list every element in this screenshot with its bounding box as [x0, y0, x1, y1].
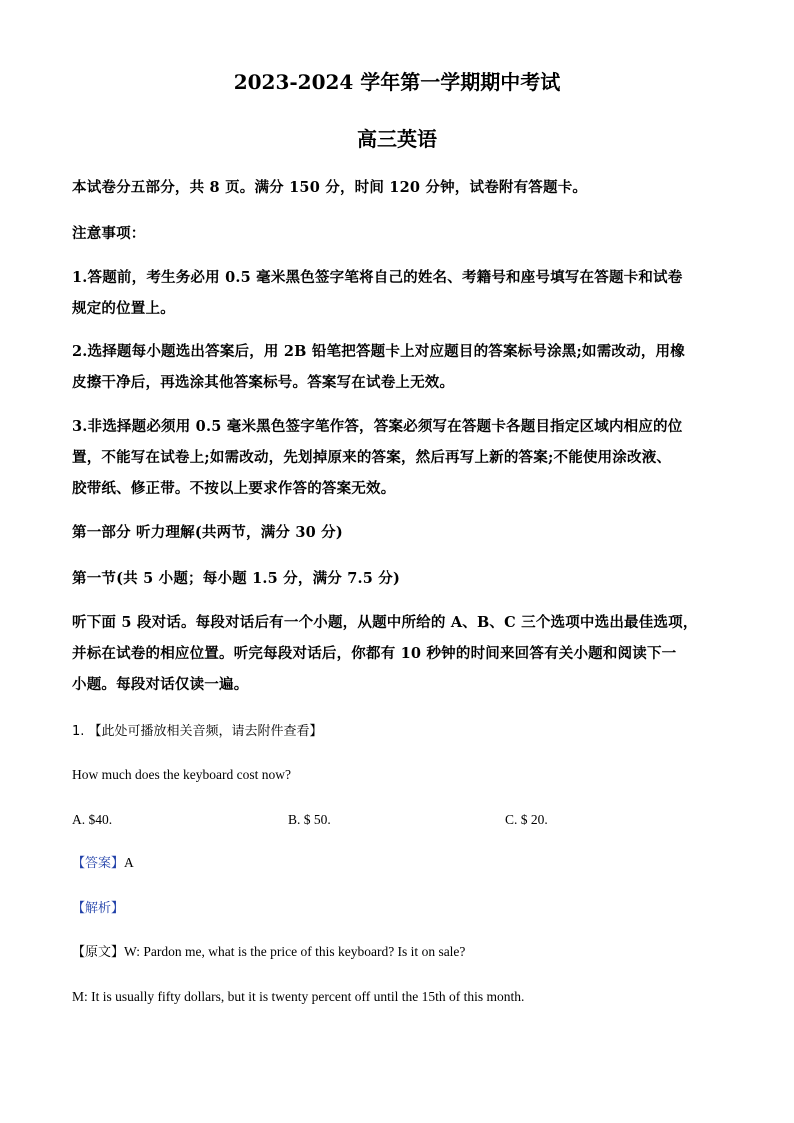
- notice-item-2: [72, 336, 732, 398]
- exam-intro: 本试卷分五部分，共 8 页。满分 150 分，时间 120 分钟，试卷附有答题卡。: [72, 179, 588, 196]
- notice-item-3-line-3: 胶带纸、修正带。不按以上要求作答的答案无效。: [72, 480, 396, 497]
- part1-heading: 第一部分 听力理解(共两节，满分 30 分): [72, 524, 343, 541]
- instructions-line-1: 听下面 5 段对话。每段对话后有一个小题，从题中所给的 A、B、C 三个选项中选出最佳选项，: [72, 614, 698, 631]
- question-1-text: How much does the keyboard cost now?: [72, 767, 291, 782]
- answer-value: A: [124, 855, 134, 870]
- exam-subject: 高三英语: [357, 127, 437, 151]
- answer-label: 【答案】: [72, 856, 125, 871]
- original-label: 【原文】: [72, 945, 125, 960]
- notice-item-3-line-1: 3.非选择题必须用 0.5 毫米黑色签字笔作答，答案必须写在答题卡各题目指定区域内相应的位: [72, 418, 683, 435]
- notice-item-1: [72, 262, 732, 324]
- answer-line: [72, 853, 732, 874]
- listening-instructions: [72, 607, 732, 700]
- instructions-line-2: 并标在试卷的相应位置。听完每段对话后，你都有 10 秒钟的时间来回答有关小题和阅读下一: [72, 645, 677, 662]
- notice-item-3: [72, 411, 732, 504]
- original-text-w: [72, 942, 732, 963]
- exam-title: 2023-2024 学年第一学期期中考试: [233, 70, 561, 94]
- notice-item-1-line-2: 规定的位置上。: [72, 300, 175, 317]
- analysis-label: 【解析】: [72, 901, 125, 916]
- option-c: C. $ 20.: [505, 812, 548, 827]
- instructions-line-3: 小题。每段对话仅读一遍。: [72, 676, 249, 693]
- audio-note: 1. 【此处可播放相关音频，请去附件查看】: [72, 724, 323, 739]
- notice-item-3-line-2: 置，不能写在试卷上;如需改动，先划掉原来的答案，然后再写上新的答案;不能使用涂改液、: [72, 449, 672, 466]
- notice-item-2-line-1: 2.选择题每小题选出答案后，用 2B 铅笔把答题卡上对应题目的答案标号涂黑;如需改动，用橡: [72, 343, 685, 360]
- original-w-line: W: Pardon me, what is the price of this keyboard? Is it on sale?: [124, 944, 466, 959]
- option-b: B. $ 50.: [288, 812, 331, 827]
- original-text-m: M: It is usually fifty dollars, but it is twenty percent off until the 15th of this month.: [72, 989, 525, 1004]
- section1-heading: 第一节(共 5 小题；每小题 1.5 分，满分 7.5 分): [72, 570, 401, 587]
- notice-item-1-line-1: 1.答题前，考生务必用 0.5 毫米黑色签字笔将自己的姓名、考籍号和座号填写在答题卡和试卷: [72, 269, 683, 286]
- analysis-line: [72, 898, 732, 919]
- option-a: A. $40.: [72, 812, 113, 827]
- notice-item-2-line-2: 皮擦干净后，再选涂其他答案标号。答案写在试卷上无效。: [72, 374, 455, 391]
- notice-heading: 注意事项：: [72, 225, 146, 242]
